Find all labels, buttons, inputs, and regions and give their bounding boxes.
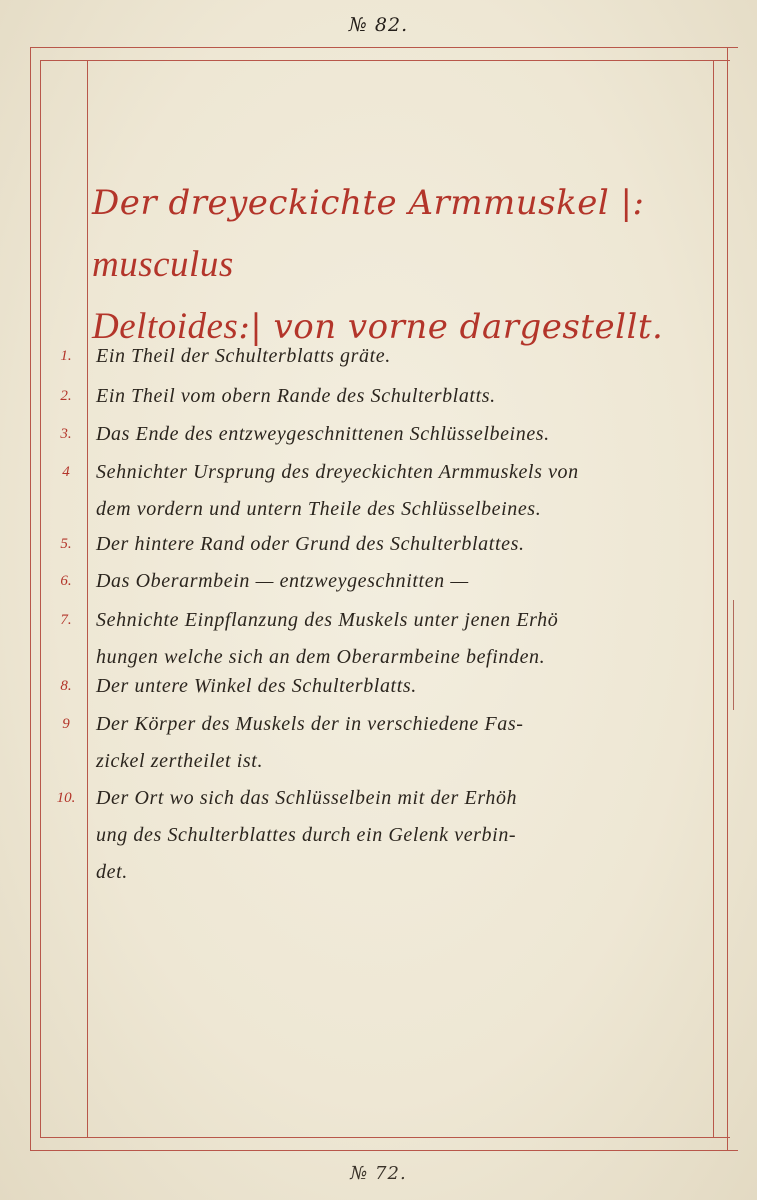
entry-text (96, 602, 708, 676)
plate-title (92, 172, 712, 358)
frame-inner-left (40, 60, 41, 1138)
entry-text (96, 563, 708, 600)
entry-number: 2. (60, 388, 72, 404)
frame-outer-bottom (30, 1150, 738, 1151)
folio-number-bottom: № 72. (350, 1163, 407, 1184)
title-german-2: von vorne dargestellt. (273, 307, 664, 347)
entry-line: Der hintere Rand oder Grund des Schulterblattes. (96, 533, 525, 555)
entry-text (96, 454, 708, 528)
entry-text (96, 668, 708, 705)
title-line-1 (92, 172, 712, 296)
entry-line: ung des Schulterblattes durch ein Gelenk verbin- (96, 824, 517, 846)
title-latin-2: Deltoides (92, 306, 239, 347)
entry-line: dem vordern und untern Theile des Schlüsselbeines. (96, 498, 542, 520)
title-separator-2: :| (238, 307, 263, 347)
frame-outer-left (30, 47, 31, 1151)
entry-number: 7. (60, 612, 72, 628)
frame-outer-top (30, 47, 738, 48)
entry-line: Ein Theil der Schulterblatts gräte. (96, 345, 391, 367)
entry-text (96, 706, 708, 780)
entry-line: Ein Theil vom obern Rande des Schulterblatts. (96, 385, 496, 407)
entry-text (96, 338, 708, 375)
entry-number: 9 (62, 716, 70, 732)
entry-line: Sehnichte Einpflanzung des Muskels unter jenen Erhö (96, 609, 559, 631)
entry-number: 4 (62, 464, 70, 480)
frame-number-column (87, 60, 88, 1138)
entry-text (96, 780, 708, 891)
entry-line: det. (96, 861, 128, 883)
title-separator: |: (620, 183, 645, 223)
entry-number: 5. (60, 536, 72, 552)
entry-line: Das Oberarmbein — entzweygeschnitten — (96, 570, 469, 592)
entry-line: Der Ort wo sich das Schlüsselbein mit der Erhöh (96, 787, 518, 809)
entry-line: zickel zertheilet ist. (96, 750, 264, 772)
entry-number: 3. (60, 426, 72, 442)
folio-number-top: № 82. (348, 14, 409, 36)
entry-line: Das Ende des entzweygeschnittenen Schlüsselbeines. (96, 423, 550, 445)
entry-number: 6. (60, 573, 72, 589)
frame-inner-top (40, 60, 730, 61)
title-german-1: Der dreyeckichte Armmuskel (92, 183, 610, 223)
frame-outer-right (727, 47, 728, 1151)
entry-text (96, 416, 708, 453)
entry-text (96, 526, 708, 563)
entry-number: 8. (60, 678, 72, 694)
entry-line: Der untere Winkel des Schulterblatts. (96, 675, 417, 697)
entry-line: Sehnichter Ursprung des dreyeckichten Armmuskels von (96, 461, 579, 483)
margin-pencil-mark (733, 600, 734, 710)
entry-number: 1. (60, 348, 72, 364)
frame-inner-right (713, 60, 714, 1138)
frame-inner-bottom (40, 1137, 730, 1138)
title-latin: musculus (92, 244, 234, 285)
entry-line: Der Körper des Muskels der in verschiedene Fas- (96, 713, 524, 735)
entry-number: 10. (56, 790, 76, 806)
entry-text (96, 378, 708, 415)
entry-line: hungen welche sich an dem Oberarmbeine befinden. (96, 646, 546, 668)
